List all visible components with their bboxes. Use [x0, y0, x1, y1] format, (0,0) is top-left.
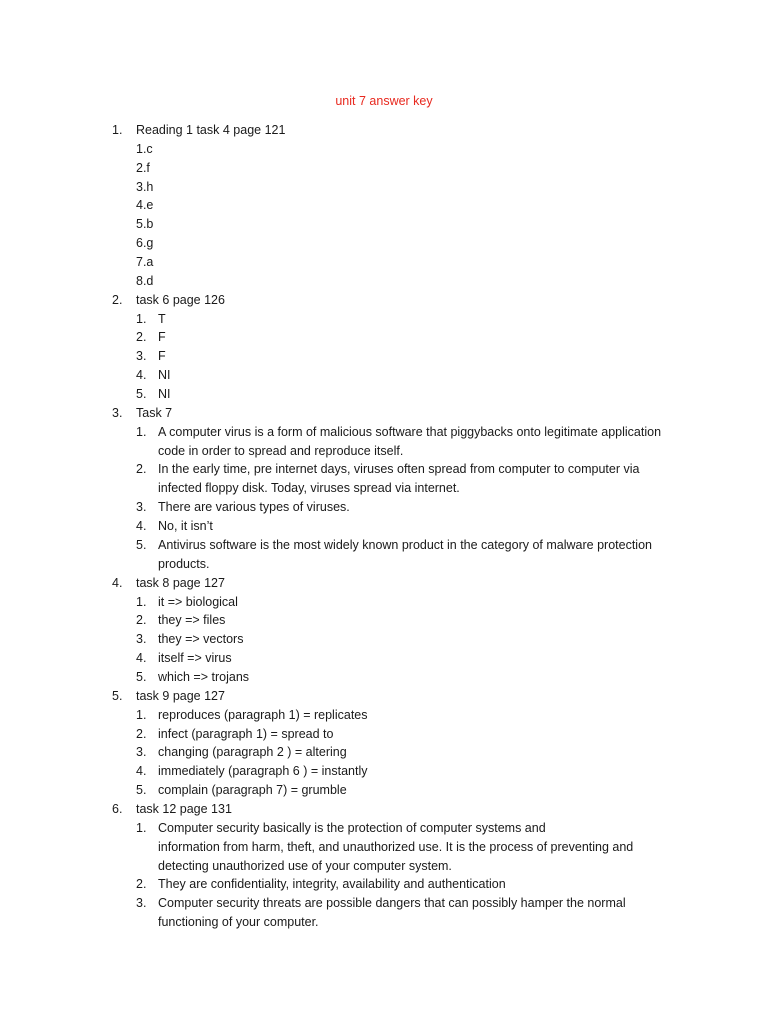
list-text: A computer virus is a form of malicious software that piggybacks onto legitimate application: [158, 424, 662, 439]
list-text: NI: [158, 387, 171, 402]
list-number: 1.: [136, 594, 147, 609]
list-text: products.: [158, 556, 210, 571]
list-text: changing (paragraph 2 ) = altering: [158, 745, 347, 760]
list-number: 1.: [136, 820, 147, 835]
list-text: task 6 page 126: [136, 292, 225, 307]
list-text: information from harm, theft, and unauthorized use. It is the process of preventing and: [158, 839, 634, 854]
list-number: 3.: [136, 349, 147, 364]
list-text: 5.b: [136, 217, 154, 232]
list-number: 4.: [136, 368, 147, 383]
list-text: reproduces (paragraph 1) = replicates: [158, 707, 368, 722]
list-text: No, it isn’t: [158, 519, 213, 534]
list-text: detecting unauthorized use of your computer system.: [158, 858, 452, 873]
list-number: 4.: [136, 651, 147, 666]
list-number: 3.: [136, 632, 147, 647]
list-number: 4.: [112, 575, 123, 590]
page-title: unit 7 answer key: [335, 94, 433, 108]
list-number: 1.: [136, 424, 147, 439]
list-text: Antivirus software is the most widely known product in the category of malware protection: [158, 537, 652, 552]
list-number: 1.: [112, 123, 123, 137]
list-text: There are various types of viruses.: [158, 500, 350, 515]
list-text: infected floppy disk. Today, viruses spread via internet.: [158, 481, 460, 496]
list-text: which => trojans: [158, 669, 250, 684]
list-number: 2.: [136, 726, 147, 741]
list-number: 3.: [136, 745, 147, 760]
list-text: 6.g: [136, 236, 154, 251]
list-number: 3.: [136, 500, 147, 515]
list-text: 3.h: [136, 179, 154, 194]
list-text: F: [158, 349, 166, 364]
list-number: 2.: [136, 330, 147, 345]
list-text: Task 7: [136, 405, 173, 420]
list-number: 2.: [136, 613, 147, 628]
list-text: functioning of your computer.: [158, 915, 319, 930]
list-number: 5.: [136, 783, 147, 798]
list-text: they => vectors: [158, 632, 244, 647]
list-text: task 9 page 127: [136, 688, 225, 703]
list-number: 1.: [136, 311, 147, 326]
list-text: 1.c: [136, 141, 153, 156]
list-number: 5.: [136, 669, 147, 684]
list-text: 7.a: [136, 255, 154, 270]
list-text: immediately (paragraph 6 ) = instantly: [158, 764, 368, 779]
list-number: 4.: [136, 519, 147, 534]
list-number: 6.: [112, 801, 123, 816]
list-text: itself => virus: [158, 651, 232, 666]
list-number: 2.: [136, 462, 147, 477]
list-text: infect (paragraph 1) = spread to: [158, 726, 334, 741]
list-number: 2.: [112, 292, 123, 307]
list-text: Reading 1 task 4 page 121: [136, 123, 286, 137]
list-number: 5.: [112, 688, 123, 703]
list-number: 3.: [112, 405, 123, 420]
list-text: 8.d: [136, 273, 154, 288]
list-number: 5.: [136, 537, 147, 552]
list-text: 4.e: [136, 198, 154, 213]
list-number: 4.: [136, 764, 147, 779]
list-text: Computer security threats are possible dangers that can possibly hamper the normal: [158, 896, 626, 911]
list-text: it => biological: [158, 594, 238, 609]
list-text: In the early time, pre internet days, viruses often spread from computer to computer via: [158, 462, 640, 477]
list-number: 2.: [136, 877, 147, 892]
list-text: task 8 page 127: [136, 575, 225, 590]
list-text: they => files: [158, 613, 226, 628]
list-text: task 12 page 131: [136, 801, 232, 816]
list-number: 1.: [136, 707, 147, 722]
list-text: Computer security basically is the protection of computer systems and: [158, 820, 546, 835]
list-text: F: [158, 330, 166, 345]
list-number: 5.: [136, 387, 147, 402]
list-text: 2.f: [136, 160, 150, 175]
list-number: 3.: [136, 896, 147, 911]
list-text: They are confidentiality, integrity, availability and authentication: [158, 877, 506, 892]
list-text: code in order to spread and reproduce itself.: [158, 443, 404, 458]
list-text: T: [158, 311, 166, 326]
list-text: complain (paragraph 7) = grumble: [158, 783, 347, 798]
list-text: NI: [158, 368, 171, 383]
